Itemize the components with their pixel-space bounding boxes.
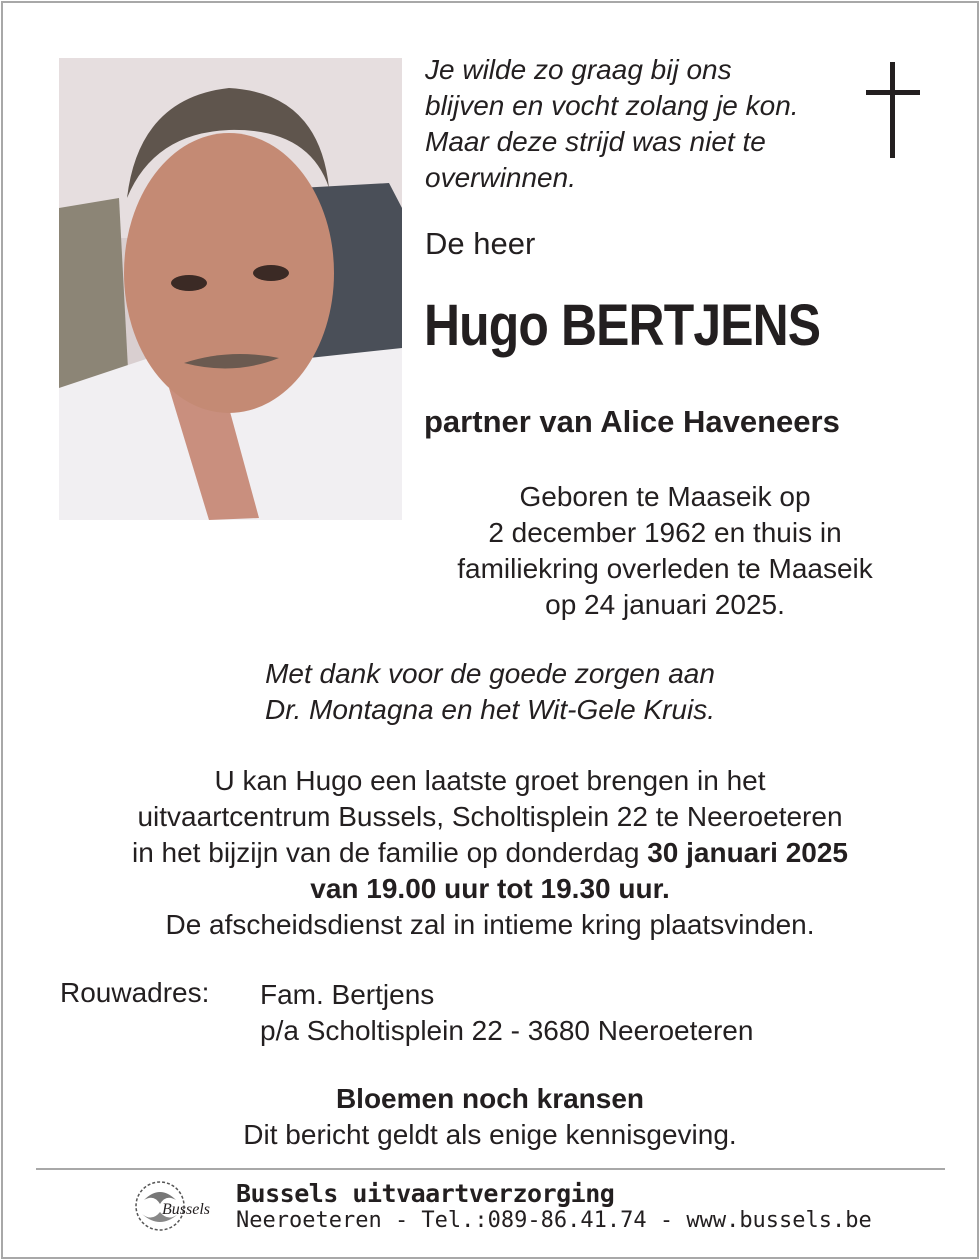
visitation-time: van 19.00 uur tot 19.30 uur. [310, 873, 670, 904]
deceased-name: Hugo BERTJENS [424, 293, 821, 358]
service-note: De afscheidsdienst zal in intieme kring plaatsvinden. [165, 909, 815, 940]
thanks-line: Met dank voor de goede zorgen aan [265, 658, 715, 689]
honorific: De heer [425, 226, 536, 261]
visitation-line [30, 835, 950, 871]
poem-line: blijven en vocht zolang je kon. [425, 90, 799, 121]
portrait-photo [59, 58, 402, 520]
birth-death-line: familiekring overleden te Maaseik [457, 553, 873, 584]
visitation-line: U kan Hugo een laatste groet brengen in het [214, 765, 766, 796]
official-notice: Dit bericht geldt als enige kennisgeving. [243, 1119, 737, 1150]
svg-text:Bussels: Bussels [162, 1201, 210, 1218]
bussels-logo [132, 1178, 224, 1236]
birth-death-line: op 24 januari 2025. [545, 589, 785, 620]
memorial-poem [425, 52, 865, 196]
thanks-message [40, 656, 940, 728]
visitation-info [30, 763, 950, 943]
birth-death-line: Geboren te Maaseik op [519, 481, 811, 512]
visitation-day-text: in het bijzijn van de familie op donderdag [131, 837, 648, 868]
birth-death-line: 2 december 1962 en thuis in [488, 517, 842, 548]
address-line: Fam. Bertjens [260, 979, 435, 1010]
flowers-notice: Bloemen noch kransen [335, 1083, 645, 1114]
address-line: p/a Scholtisplein 22 - 3680 Neeroeteren [260, 1015, 754, 1046]
funeral-home-name: Bussels uitvaartverzorging [236, 1179, 615, 1208]
poem-line: Maar deze strijd was niet te [425, 126, 766, 157]
footer-divider [36, 1168, 945, 1170]
thanks-line: Dr. Montagna en het Wit-Gele Kruis. [264, 694, 715, 725]
partner-line: partner van Alice Haveneers [424, 404, 840, 439]
birth-death-details [420, 479, 910, 623]
latin-cross-icon [864, 62, 922, 158]
mourning-address-label: Rouwadres: [60, 977, 210, 1008]
poem-line: overwinnen. [425, 162, 576, 193]
visitation-date: 30 januari 2025 [647, 837, 849, 868]
mourning-address [260, 977, 753, 1049]
funeral-home-contact: Neeroeteren - Tel.:089-86.41.74 - www.bussels.be [236, 1208, 872, 1233]
poem-line: Je wilde zo graag bij ons [425, 54, 732, 85]
visitation-line: uitvaartcentrum Bussels, Scholtisplein 22 te Neeroeteren [137, 801, 843, 832]
